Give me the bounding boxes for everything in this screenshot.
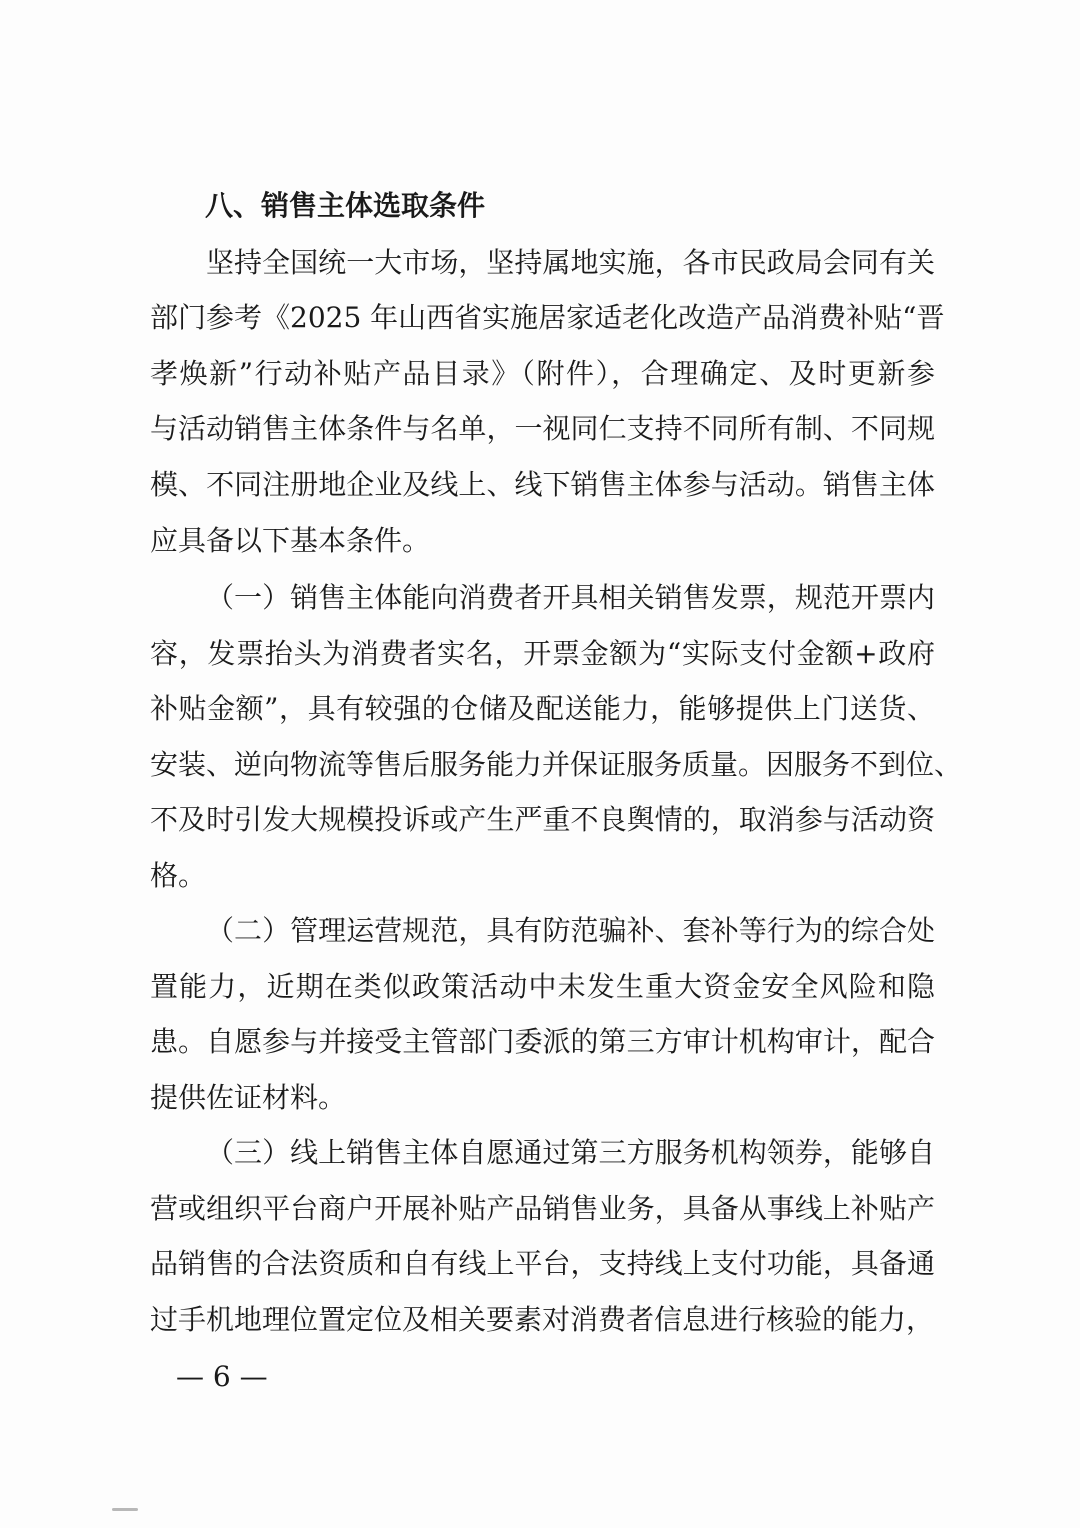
paragraph-4-line-3: 品销售的合法资质和自有线上平台，支持线上支付功能，具备通 [150, 1247, 935, 1280]
section-heading: 八、销售主体选取条件 [205, 189, 486, 222]
paragraph-3-line-1: （二）管理运营规范，具有防范骗补、套补等行为的综合处 [206, 914, 935, 947]
paragraph-4-line-1: （三）线上销售主体自愿通过第三方服务机构领券，能够自 [206, 1136, 935, 1169]
paragraph-1-line-4: 与活动销售主体条件与名单，一视同仁支持不同所有制、不同规 [150, 412, 935, 445]
paragraph-4-line-2: 营或组织平台商户开展补贴产品销售业务，具备从事线上补贴产 [150, 1192, 935, 1225]
paragraph-1-line-3: 孝焕新”行动补贴产品目录》（附件），合理确定、及时更新参 [150, 357, 935, 390]
scan-artifact [112, 1508, 138, 1511]
paragraph-3-line-3: 患。自愿参与并接受主管部门委派的第三方审计机构审计，配合 [150, 1025, 935, 1058]
paragraph-2-line-3: 补贴金额”，具有较强的仓储及配送能力，能够提供上门送货、 [150, 692, 935, 725]
paragraph-3-line-4: 提供佐证材料。 [150, 1081, 347, 1114]
paragraph-1-line-5: 模、不同注册地企业及线上、线下销售主体参与活动。销售主体 [150, 468, 935, 501]
paragraph-3-line-2: 置能力，近期在类似政策活动中未发生重大资金安全风险和隐 [150, 970, 935, 1003]
paragraph-1-line-1: 坚持全国统一大市场，坚持属地实施，各市民政局会同有关 [206, 246, 935, 279]
paragraph-1-line-2: 部门参考《2025 年山西省实施居家适老化改造产品消费补贴“晋 [150, 301, 945, 334]
page-number: — 6 — [176, 1360, 268, 1393]
paragraph-2-line-6: 格。 [150, 859, 207, 892]
paragraph-1-line-6: 应具备以下基本条件。 [150, 524, 431, 557]
paragraph-2-line-2: 容，发票抬头为消费者实名，开票金额为“实际支付金额+政府 [150, 637, 935, 670]
paragraph-2-line-1: （一）销售主体能向消费者开具相关销售发票，规范开票内 [206, 581, 935, 614]
paragraph-2-line-4: 安装、逆向物流等售后服务能力并保证服务质量。因服务不到位、 [150, 748, 963, 781]
paragraph-4-line-4: 过手机地理位置定位及相关要素对消费者信息进行核验的能力， [150, 1303, 935, 1336]
paragraph-2-line-5: 不及时引发大规模投诉或产生严重不良舆情的，取消参与活动资 [150, 803, 935, 836]
